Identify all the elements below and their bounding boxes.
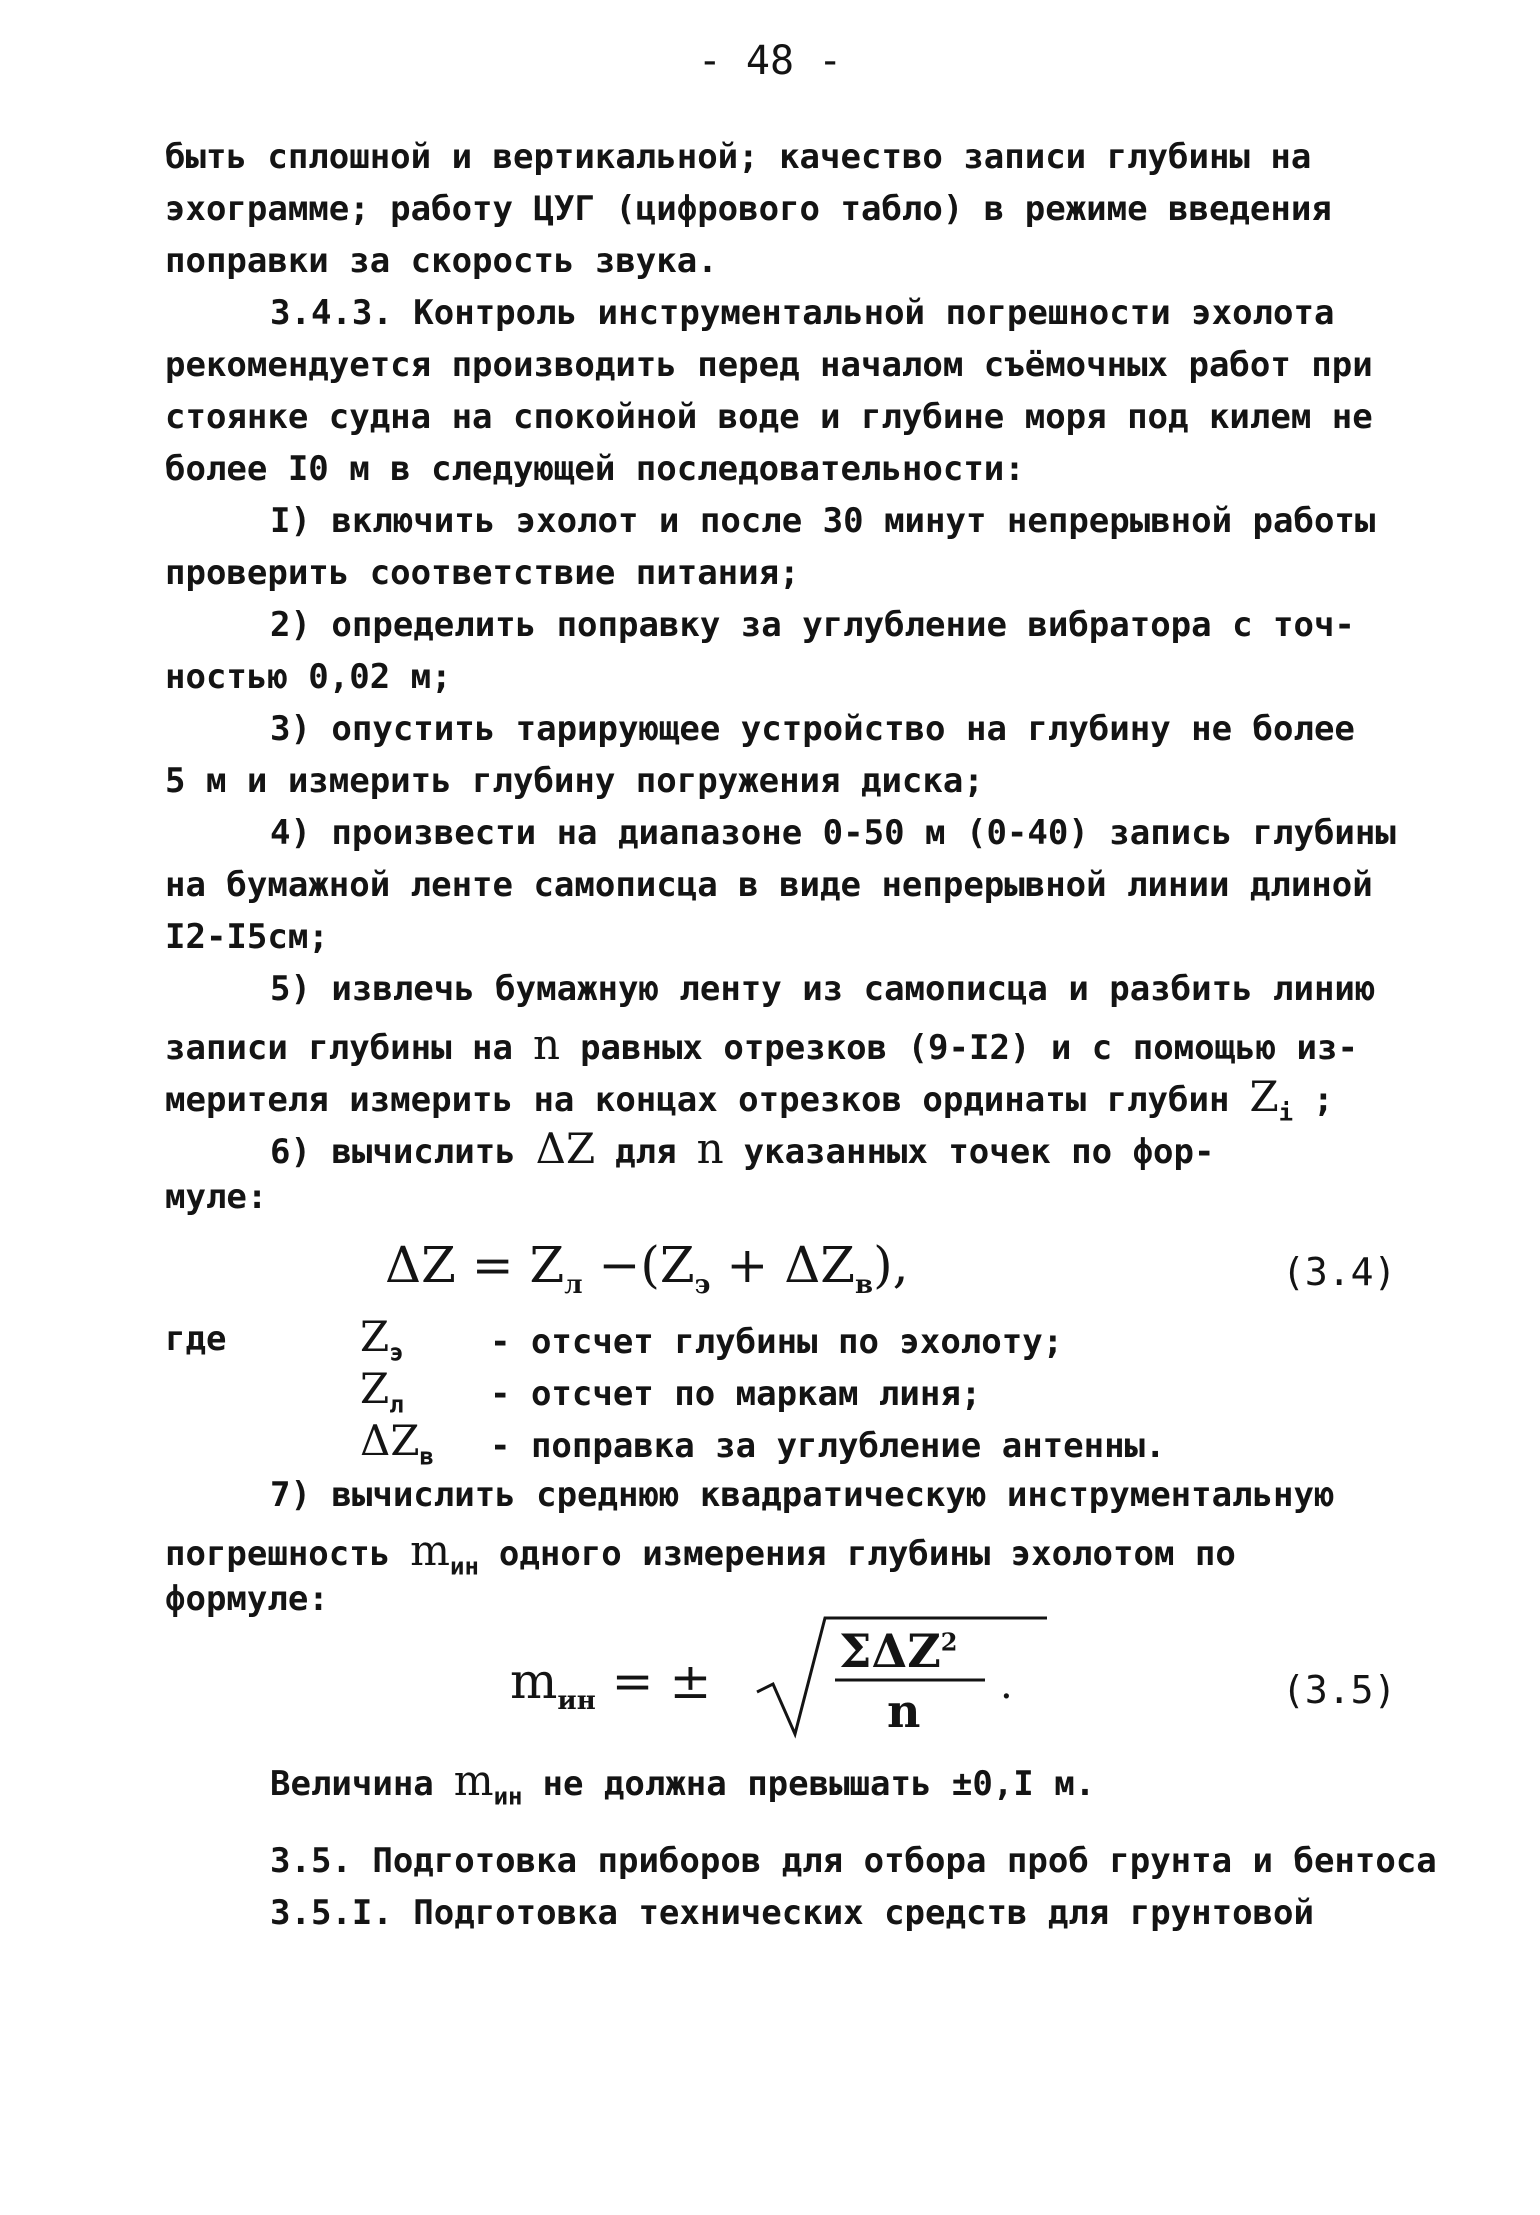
text-line: муле: <box>165 1177 268 1217</box>
text-line: ностью 0,02 м; <box>165 657 452 697</box>
def-text: - отсчет глубины по эхолоту; <box>490 1322 1064 1362</box>
equation-number: (3.4) <box>1282 1250 1397 1294</box>
def-text: - поправка за углубление антенны. <box>490 1426 1166 1466</box>
text-line: формуле: <box>165 1579 329 1619</box>
text-line: быть сплошной и вертикальной; качество записи глубины на <box>165 137 1312 177</box>
list-item-4: 4) произвести на диапазоне 0-50 м (0-40) запись глубины <box>270 813 1396 853</box>
page-number: - 48 - <box>697 38 843 84</box>
text-line: Величина $m_{ин}$ не должна превышать ±0,I м. <box>270 1756 1096 1811</box>
text-line: погрешность $m_{ин}$ одного измерения глубины эхолотом по <box>165 1526 1236 1581</box>
symbol-n: n <box>696 1124 724 1173</box>
list-item-1: I) включить эхолот и после 30 минут непрерывной работы <box>270 501 1376 541</box>
text-line: на бумажной ленте самописца в виде непрерывной линии длиной <box>165 865 1373 905</box>
section-heading-3-5: 3.5. Подготовка приборов для отбора проб грунта и бентоса <box>270 1841 1437 1881</box>
list-item-7: 7) вычислить среднюю квадратическую инструментальную <box>270 1475 1335 1515</box>
def-text: - отсчет по маркам линя; <box>490 1374 982 1414</box>
where-label: где <box>165 1319 227 1359</box>
text-line: проверить соответствие питания; <box>165 553 800 593</box>
text-line: поправки за скорость звука. <box>165 241 718 281</box>
equation-number: (3.5) <box>1282 1668 1397 1712</box>
list-item-6: 6) вычислить ΔZ для n указанных точек по фор- <box>270 1124 1215 1173</box>
text-line: эхограмме; работу ЦУГ (цифрового табло) в режиме введения <box>165 189 1332 229</box>
formula-3-4: $\Delta Z = Z_л -(Z_э + \Delta Z_в)$, <box>385 1236 909 1300</box>
formula-3-5-lhs: $m_{ин}$ = ± <box>510 1652 712 1716</box>
symbol-n: n <box>533 1020 561 1069</box>
text-line: записи глубины на n равных отрезков (9-I2) и с помощью из- <box>165 1020 1358 1069</box>
text-line: рекомендуется производить перед началом съёмочных работ при <box>165 345 1373 385</box>
text-line: I2-I5см; <box>165 917 329 957</box>
text-line: мерителя измерить на концах отрезков ординаты глубин $Z_i$ ; <box>165 1072 1334 1127</box>
symbol-zi: $Z_i$ <box>1249 1072 1294 1127</box>
text-line: стоянке судна на спокойной воде и глубине моря под килем не <box>165 397 1373 437</box>
def-symbol: $\Delta Z_в$ <box>360 1416 434 1471</box>
list-item-3: 3) опустить тарирующее устройство на глубину не более <box>270 709 1355 749</box>
fraction-numerator: ΣΔZ$^2$ <box>839 1624 958 1678</box>
symbol-m-in: $m_{ин}$ <box>453 1756 523 1811</box>
def-symbol: $Z_э$ <box>360 1312 404 1367</box>
list-item-2: 2) определить поправку за углубление вибратора с точ- <box>270 605 1355 645</box>
fraction-denominator: n <box>887 1684 921 1738</box>
def-symbol: $Z_л$ <box>360 1364 404 1419</box>
text-line: более I0 м в следующей последовательности: <box>165 449 1025 489</box>
symbol-m-in: $m_{ин}$ <box>410 1526 479 1581</box>
list-item-5: 5) извлечь бумажную ленту из самописца и разбить линию <box>270 969 1376 1009</box>
section-3-4-3-text: 3.4.3. Контроль инструментальной погрешности эхолота <box>270 293 1335 333</box>
formula-dot: . <box>1000 1662 1013 1708</box>
symbol-delta-z: ΔZ <box>535 1124 596 1173</box>
text-line: 5 м и измерить глубину погружения диска; <box>165 761 984 801</box>
section-heading-3-5-1: 3.5.I. Подготовка технических средств для грунтовой <box>270 1893 1314 1933</box>
